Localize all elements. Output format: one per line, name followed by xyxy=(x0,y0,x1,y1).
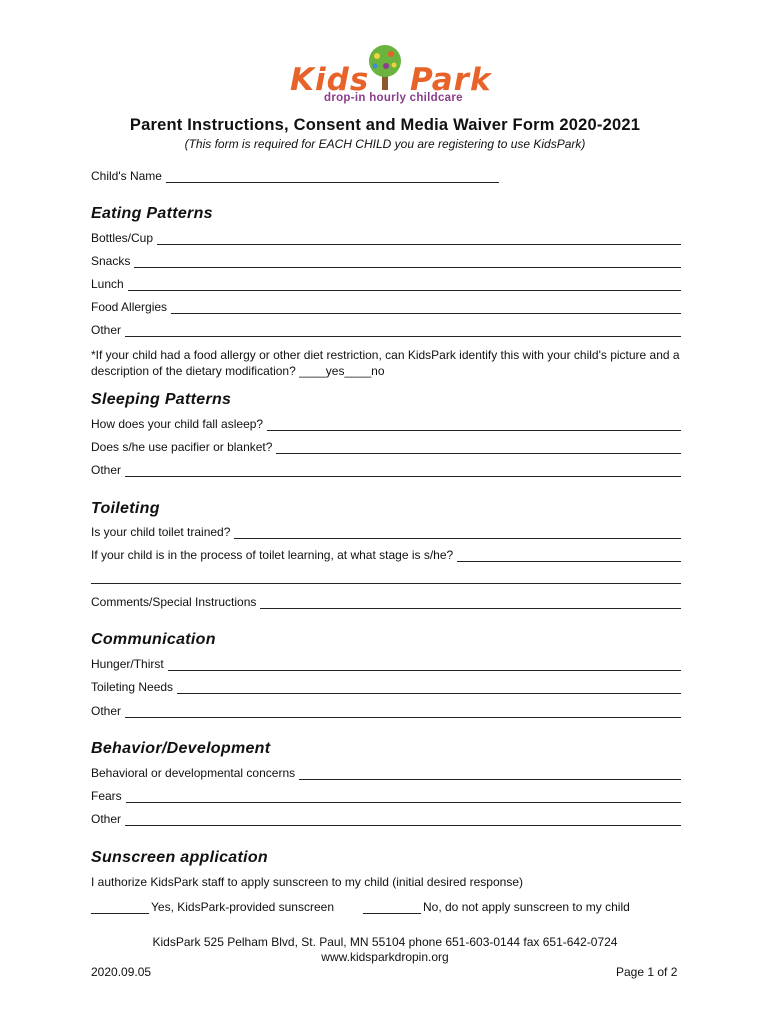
field-toilet-trained[interactable] xyxy=(91,525,681,539)
field-label: Does s/he use pacifier or blanket? xyxy=(91,440,273,454)
field-label: Child's Name xyxy=(91,169,162,183)
field-label: Toileting Needs xyxy=(91,680,174,694)
input-line[interactable] xyxy=(299,768,681,780)
logo-word-kids: Kids xyxy=(290,62,370,98)
option-label: No, do not apply sunscreen to my child xyxy=(423,900,630,914)
input-line[interactable] xyxy=(166,171,499,183)
input-line[interactable] xyxy=(126,791,681,803)
option-label: Yes, KidsPark-provided sunscreen xyxy=(151,900,334,914)
field-label: Is your child toilet trained? xyxy=(91,525,231,539)
field-label: Fears xyxy=(91,789,122,803)
kidspark-logo xyxy=(290,44,492,110)
dietary-note: *If your child had a food allergy or other diet restriction, can KidsPark identify this with your child's picture and a description of the dietary modification? ____yes____no xyxy=(91,348,680,378)
field-label: If your child is in the process of toilet learning, at what stage is s/he? xyxy=(91,548,454,562)
section-heading-sunscreen: Sunscreen application xyxy=(91,849,269,866)
field-eating-other[interactable] xyxy=(91,323,681,337)
field-label: Comments/Special Instructions xyxy=(91,595,257,609)
tree-icon xyxy=(362,44,408,92)
footer-website[interactable]: www.kidsparkdropin.org xyxy=(321,950,449,964)
field-label: Other xyxy=(91,463,122,477)
form-subtitle: (This form is required for EACH CHILD you are registering to use KidsPark) xyxy=(184,137,586,151)
input-line[interactable] xyxy=(128,279,681,291)
field-toilet-learning-continued[interactable] xyxy=(91,572,681,584)
field-label: Snacks xyxy=(91,254,131,268)
field-label: How does your child fall asleep? xyxy=(91,417,264,431)
initial-line[interactable] xyxy=(91,902,149,914)
field-label: Other xyxy=(91,704,122,718)
logo-tagline: drop-in hourly childcare xyxy=(324,92,463,104)
input-line[interactable] xyxy=(457,550,681,562)
section-heading-sleeping: Sleeping Patterns xyxy=(91,391,232,408)
input-line[interactable] xyxy=(157,233,681,245)
input-line[interactable] xyxy=(125,814,681,826)
input-line[interactable] xyxy=(134,256,681,268)
field-behavior-other[interactable] xyxy=(91,812,681,826)
section-heading-behavior: Behavior/Development xyxy=(91,740,271,757)
sunscreen-option-no[interactable] xyxy=(363,900,630,914)
child-name-field[interactable] xyxy=(91,169,499,183)
input-line[interactable] xyxy=(91,572,681,584)
input-line[interactable] xyxy=(234,527,681,539)
field-label: Bottles/Cup xyxy=(91,231,154,245)
field-fears[interactable] xyxy=(91,789,681,803)
field-label: Other xyxy=(91,812,122,826)
field-fall-asleep[interactable] xyxy=(91,417,681,431)
field-toileting-needs[interactable] xyxy=(91,680,681,694)
field-comments-special[interactable] xyxy=(91,595,681,609)
footer-address: KidsPark 525 Pelham Blvd, St. Paul, MN 55104 phone 651-603-0144 fax 651-642-0724 xyxy=(152,935,618,949)
section-heading-eating: Eating Patterns xyxy=(91,205,213,222)
initial-line[interactable] xyxy=(363,902,421,914)
field-lunch[interactable] xyxy=(91,277,681,291)
field-snacks[interactable] xyxy=(91,254,681,268)
field-label: Other xyxy=(91,323,122,337)
input-line[interactable] xyxy=(267,419,681,431)
section-heading-communication: Communication xyxy=(91,631,216,648)
field-sleeping-other[interactable] xyxy=(91,463,681,477)
field-label: Food Allergies xyxy=(91,300,168,314)
field-bottles-cup[interactable] xyxy=(91,231,681,245)
input-line[interactable] xyxy=(125,325,681,337)
field-behavioral-concerns[interactable] xyxy=(91,766,681,780)
footer-date: 2020.09.05 xyxy=(91,965,152,979)
input-line[interactable] xyxy=(276,442,681,454)
sunscreen-option-yes[interactable] xyxy=(91,900,334,914)
field-food-allergies[interactable] xyxy=(91,300,681,314)
field-pacifier-blanket[interactable] xyxy=(91,440,681,454)
field-label: Behavioral or developmental concerns xyxy=(91,766,296,780)
input-line[interactable] xyxy=(168,659,681,671)
input-line[interactable] xyxy=(125,465,681,477)
sunscreen-authorization-text: I authorize KidsPark staff to apply sunscreen to my child (initial desired response) xyxy=(91,875,523,889)
input-line[interactable] xyxy=(171,302,681,314)
field-communication-other[interactable] xyxy=(91,704,681,718)
input-line[interactable] xyxy=(177,682,681,694)
field-hunger-thirst[interactable] xyxy=(91,657,681,671)
section-heading-toileting: Toileting xyxy=(91,500,160,517)
page-number: Page 1 of 2 xyxy=(616,965,678,979)
logo-word-park: Park xyxy=(410,62,492,98)
input-line[interactable] xyxy=(125,706,681,718)
field-label: Hunger/Thirst xyxy=(91,657,164,671)
field-toilet-learning-stage[interactable] xyxy=(91,548,681,562)
input-line[interactable] xyxy=(260,597,681,609)
form-title: Parent Instructions, Consent and Media Waiver Form 2020-2021 xyxy=(129,116,641,134)
field-label: Lunch xyxy=(91,277,124,291)
